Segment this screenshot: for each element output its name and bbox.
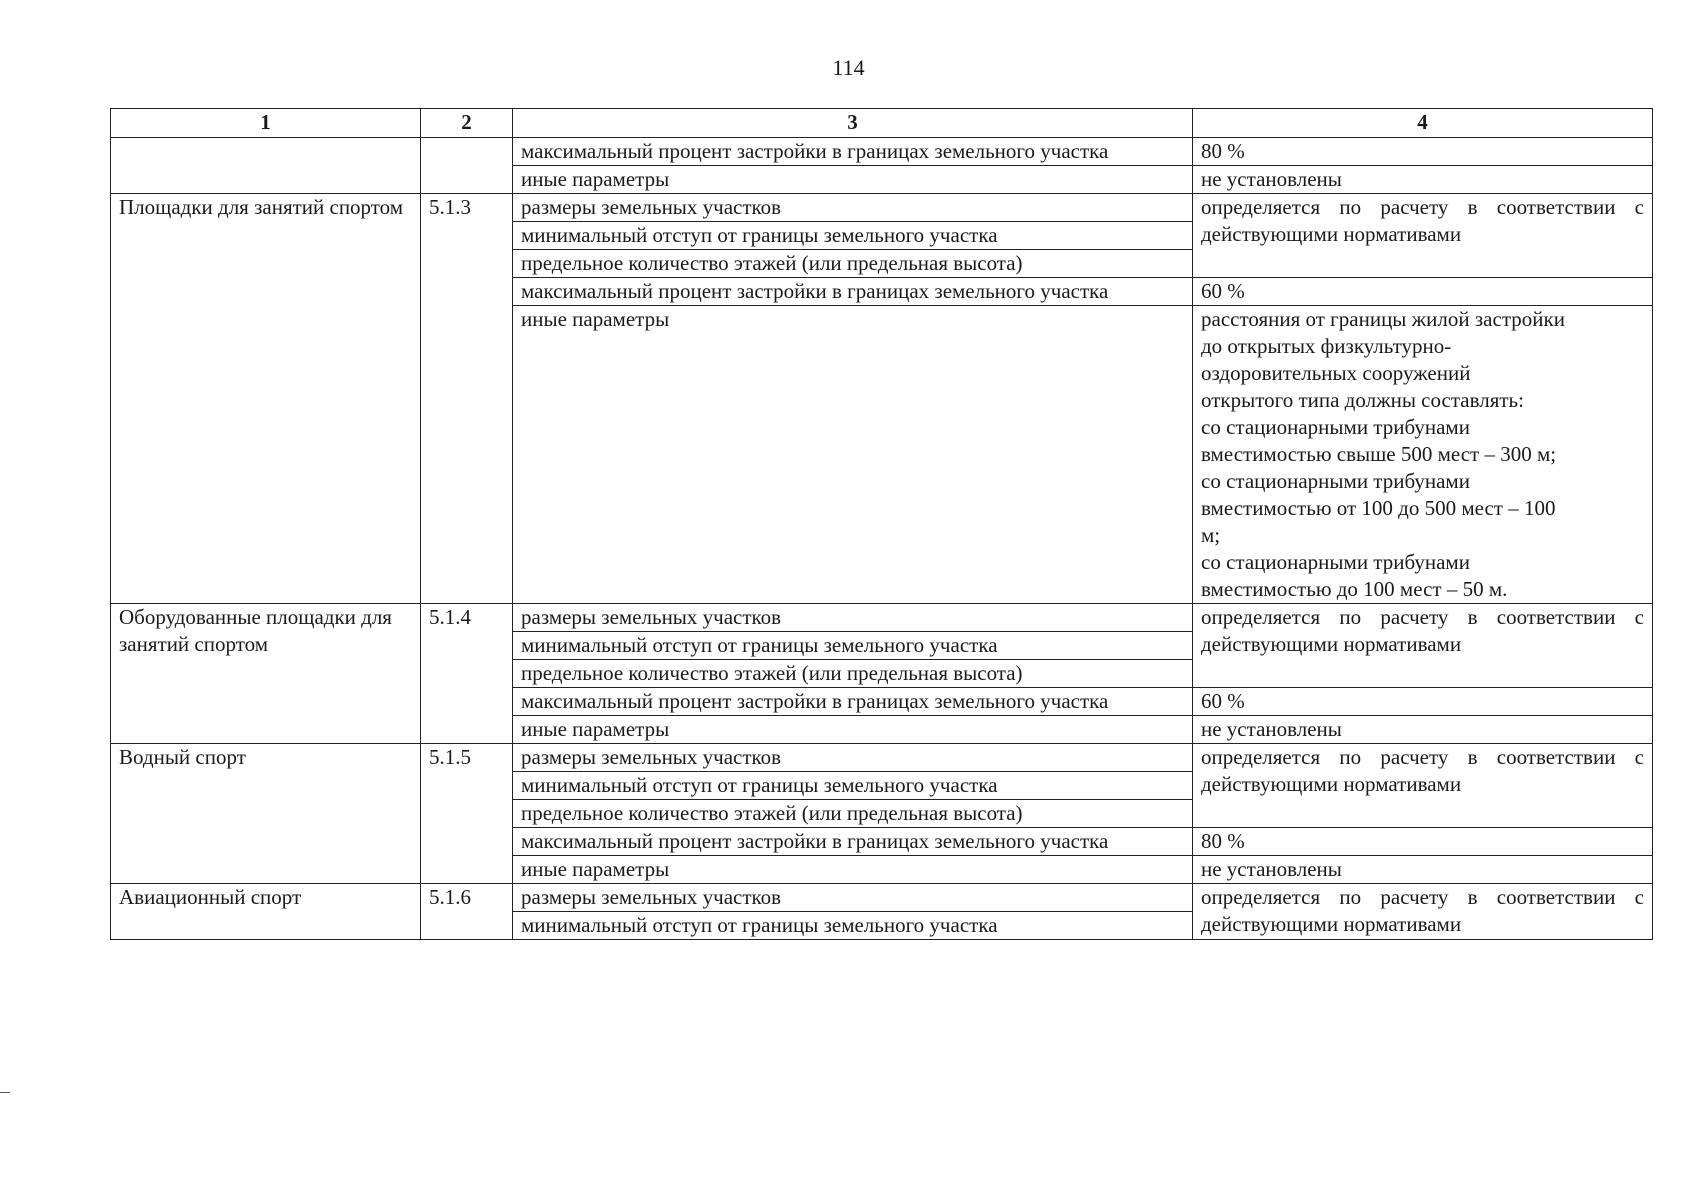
header-col-2: 2 [421,109,513,138]
value-line: оздоровительных сооружений [1201,361,1471,385]
table-row [111,884,1653,912]
header-col-1: 1 [111,109,421,138]
use-name-cell [111,138,421,194]
value-line: расстояния от границы жилой застройки [1201,307,1565,331]
value-cell: 80 % [1193,138,1653,166]
param-cell: предельное количество этажей (или предельная высота) [513,660,1193,688]
table-row [111,604,1653,632]
param-cell: максимальный процент застройки в границах земельного участка [513,688,1193,716]
use-name-cell: Площадки для занятий спортом [111,194,421,604]
value-cell: 60 % [1193,688,1653,716]
use-code-cell: 5.1.3 [421,194,513,604]
value-line: со стационарными трибунами [1201,550,1470,574]
param-cell: предельное количество этажей (или предельная высота) [513,800,1193,828]
value-line: вместимостью до 100 мест – 50 м. [1201,577,1508,601]
page-number: 114 [832,55,865,80]
value-line: со стационарными трибунами [1201,415,1470,439]
value-cell: не установлены [1193,856,1653,884]
param-cell: предельное количество этажей (или предельная высота) [513,250,1193,278]
use-code-cell: 5.1.4 [421,604,513,744]
param-cell: максимальный процент застройки в границах земельного участка [513,138,1193,166]
table-row [111,138,1653,166]
table-row [111,194,1653,222]
table-row [111,744,1653,772]
param-cell: иные параметры [513,716,1193,744]
land-use-parameters-table [110,108,1653,940]
value-cell: не установлены [1193,716,1653,744]
param-cell: иные параметры [513,166,1193,194]
param-cell: размеры земельных участков [513,194,1193,222]
use-name-cell: Водный спорт [111,744,421,884]
value-line: открытого типа должны составлять: [1201,388,1524,412]
value-line: со стационарными трибунами [1201,469,1470,493]
header-row [111,109,1653,138]
param-cell: максимальный процент застройки в границах земельного участка [513,278,1193,306]
value-cell: определяется по расчету в соответствии с действующими нормативами [1193,884,1653,940]
header-col-3: 3 [513,109,1193,138]
value-cell: 60 % [1193,278,1653,306]
header-col-4: 4 [1193,109,1653,138]
value-cell [1193,306,1653,604]
param-cell: минимальный отступ от границы земельного участка [513,222,1193,250]
value-line: вместимостью от 100 до 500 мест – 100 [1201,496,1556,520]
use-name-cell: Авиационный спорт [111,884,421,940]
use-code-cell: 5.1.5 [421,744,513,884]
param-cell: иные параметры [513,306,1193,604]
value-cell: не установлены [1193,166,1653,194]
param-cell: размеры земельных участков [513,604,1193,632]
param-cell: минимальный отступ от границы земельного участка [513,912,1193,940]
param-cell: размеры земельных участков [513,884,1193,912]
param-cell: размеры земельных участков [513,744,1193,772]
scan-edge-mark [0,1092,10,1093]
use-code-cell: 5.1.6 [421,884,513,940]
value-cell: 80 % [1193,828,1653,856]
value-line: м; [1201,523,1221,547]
use-code-cell [421,138,513,194]
param-cell: минимальный отступ от границы земельного участка [513,632,1193,660]
value-line: вместимостью свыше 500 мест – 300 м; [1201,442,1557,466]
param-cell: минимальный отступ от границы земельного участка [513,772,1193,800]
value-line: до открытых физкультурно- [1201,334,1452,358]
value-cell: определяется по расчету в соответствии с действующими нормативами [1193,604,1653,688]
param-cell: максимальный процент застройки в границах земельного участка [513,828,1193,856]
use-name-cell: Оборудованные площадки для занятий спортом [111,604,421,744]
value-cell: определяется по расчету в соответствии с действующими нормативами [1193,194,1653,278]
value-cell: определяется по расчету в соответствии с действующими нормативами [1193,744,1653,828]
param-cell: иные параметры [513,856,1193,884]
